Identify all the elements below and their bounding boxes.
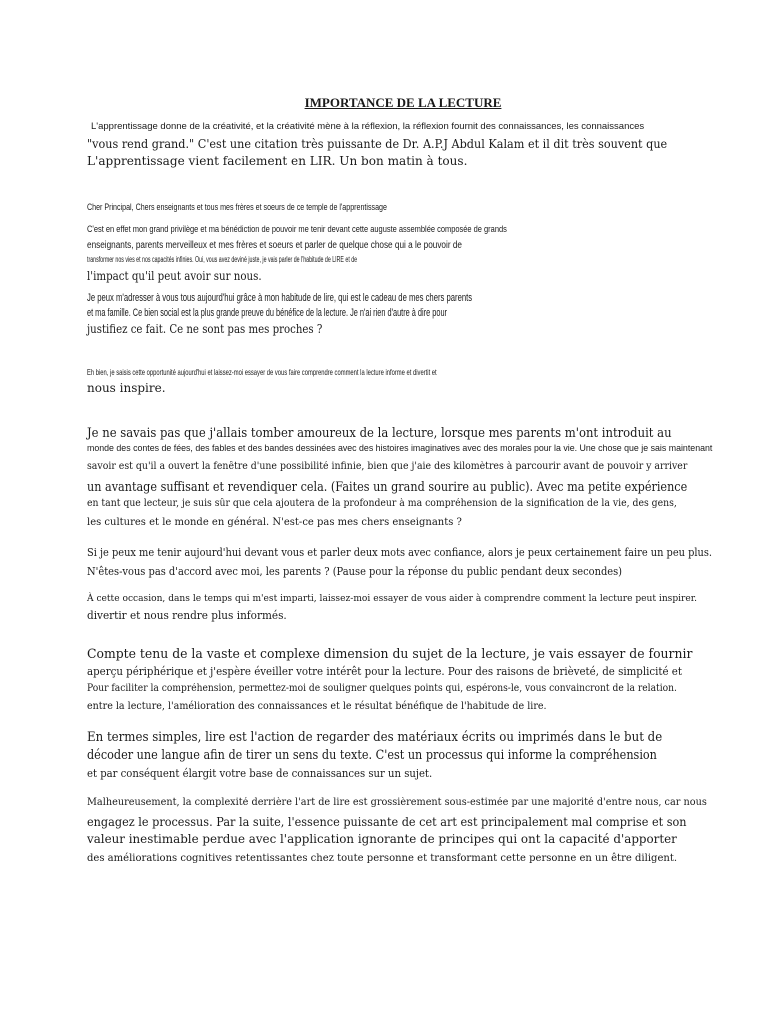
page-title: IMPORTANCE DE LA LECTURE <box>304 95 502 110</box>
text-line: transformer nos vies et nos capacités infinies. Oui, vous avez deviné juste, je vais parler de l'habitude de LIRE et de <box>87 255 358 264</box>
text-line: engagez le processus. Par la suite, l'essence puissante de cet art est principalement mal comprise et son <box>87 815 687 829</box>
text-line: monde des contes de fées, des fables et des bandes dessinées avec des histoires imaginatives avec des morales pour la vie. Une chose que je sais maintenant <box>87 443 713 453</box>
text-line: Eh bien, je saisis cette opportunité aujourd'hui et laissez-moi essayer de vous faire comprendre comment la lecture informe et divertit et <box>87 367 437 377</box>
text-line: valeur inestimable perdue avec l'application ignorante de principes qui ont la capacité d'apporter <box>87 831 677 846</box>
text-line: décoder une langue afin de tirer un sens du texte. C'est un processus qui informe la compréhension <box>87 748 657 763</box>
text-line: Si je peux me tenir aujourd'hui devant vous et parler deux mots avec confiance, alors je peux certainement faire un peu plus. <box>87 546 713 559</box>
text-line: justifiez ce fait. Ce ne sont pas mes proches ? <box>87 322 323 336</box>
text-line: et par conséquent élargit votre base de connaissances sur un sujet. <box>87 766 433 780</box>
text-line: Je ne savais pas que j'allais tomber amoureux de la lecture, lorsque mes parents m'ont introduit au <box>87 426 672 441</box>
text-line: nous inspire. <box>87 381 166 395</box>
text-line: et ma famille. Ce bien social est la plus grande preuve du bénéfice de la lecture. Je n'ai rien d'autre à dire pour <box>87 307 447 319</box>
text-line: À cette occasion, dans le temps qui m'est imparti, laissez-moi essayer de vous aider à comprendre comment la lecture peut inspirer. <box>87 593 698 604</box>
text-line: L'apprentissage vient facilement en LIR. Un bon matin à tous. <box>87 153 468 168</box>
text-line: l'impact qu'il peut avoir sur nous. <box>87 269 262 283</box>
text-line: Je peux m'adresser à vous tous aujourd'hui grâce à mon habitude de lire, qui est le cadeau de mes chers parents <box>87 292 473 304</box>
text-line: En termes simples, lire est l'action de regarder des matériaux écrits ou imprimés dans le but de <box>87 730 663 745</box>
text-line: aperçu périphérique et j'espère éveiller votre intérêt pour la lecture. Pour des raisons de brièveté, de simplicité et <box>87 664 682 678</box>
text-line: divertir et nous rendre plus informés. <box>87 608 287 622</box>
text-line: Compte tenu de la vaste et complexe dimension du sujet de la lecture, je vais essayer de fournir <box>87 647 693 662</box>
text-line: enseignants, parents merveilleux et mes frères et soeurs et parler de quelque chose qui a le pouvoir de <box>87 240 462 251</box>
text-line: "vous rend grand." C'est une citation très puissante de Dr. A.P.J Abdul Kalam et il dit très souvent que <box>87 136 668 151</box>
text-line: L'apprentissage donne de la créativité, et la créativité mène à la réflexion, la réflexion fournit des connaissances, les connaissances <box>91 121 645 132</box>
text-line: entre la lecture, l'amélioration des connaissances et le résultat bénéfique de l'habitude de lire. <box>87 700 547 712</box>
text-line: C'est en effet mon grand privilège et ma bénédiction de pouvoir me tenir devant cette auguste assemblée composée de grands <box>87 224 507 234</box>
text-line: Cher Principal, Chers enseignants et tous mes frères et soeurs de ce temple de l'apprentissage <box>87 202 387 212</box>
text-line: en tant que lecteur, je suis sûr que cela ajoutera de la profondeur à ma compréhension de la signification de la vie, des gens, <box>87 498 677 509</box>
text-line: des améliorations cognitives retentissantes chez toute personne et transformant cette personne en un être diligent. <box>87 852 678 864</box>
text-line: un avantage suffisant et revendiquer cela. (Faites un grand sourire au public). Avec ma petite expérience <box>87 480 688 495</box>
text-line: Malheureusement, la complexité derrière l'art de lire est grossièrement sous-estimée par une majorité d'entre nous, car nous <box>87 797 707 808</box>
text-line: les cultures et le monde en général. N'est-ce pas mes chers enseignants ? <box>87 516 462 528</box>
text-line: N'êtes-vous pas d'accord avec moi, les parents ? (Pause pour la réponse du public pendant deux secondes) <box>87 565 623 578</box>
text-line: Pour faciliter la compréhension, permettez-moi de souligner quelques points qui, espérons-le, vous convaincront de la relation. <box>87 683 677 694</box>
text-line: savoir est qu'il a ouvert la fenêtre d'une possibilité infinie, bien que j'aie des kilomètres à parcourir avant de pouvoir y arriver <box>87 461 688 472</box>
